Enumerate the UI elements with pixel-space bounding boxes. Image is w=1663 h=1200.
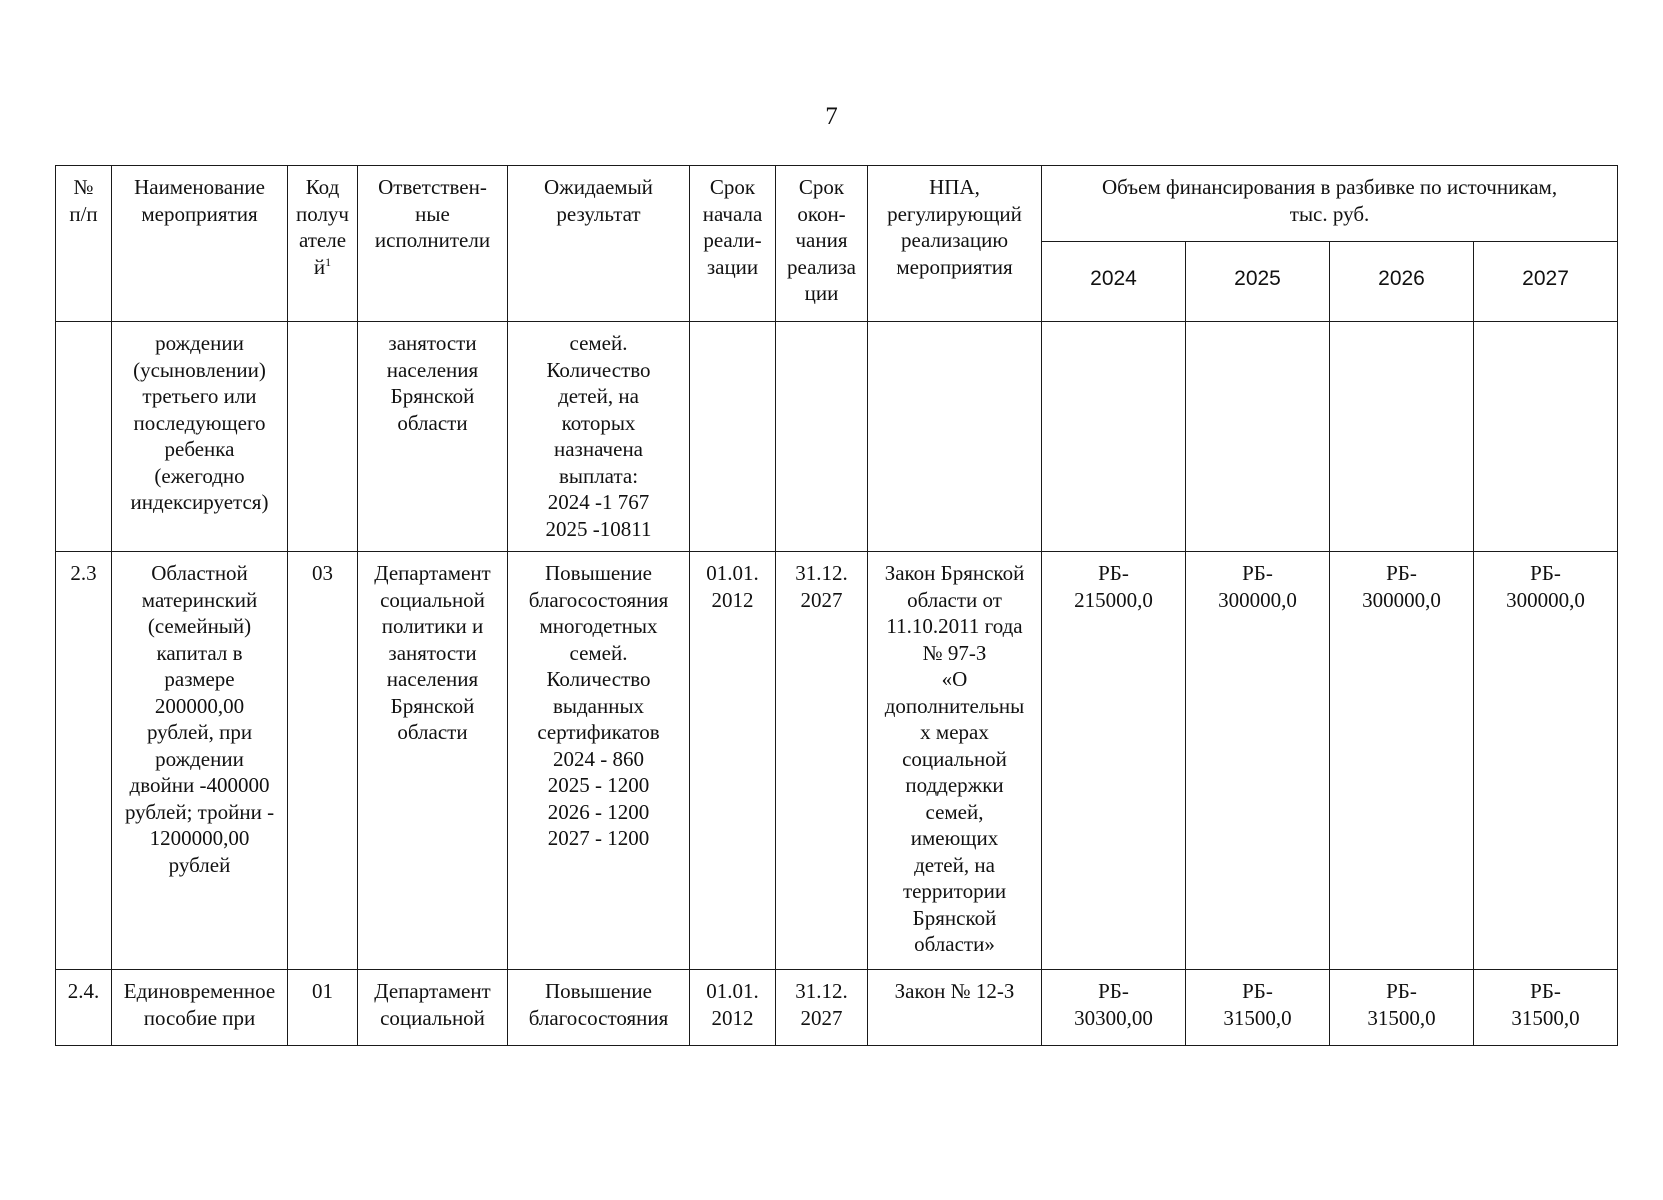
header-npa: НПА, регулирующий реализацию мероприятия [868, 166, 1042, 322]
cell-code: 03 [288, 552, 358, 970]
header-code [288, 166, 358, 322]
header-year-2027: 2027 [1474, 242, 1618, 322]
cell-npa: Закон № 12-З [868, 970, 1042, 1046]
cell-responsible: занятости населения Брянской области [358, 322, 508, 552]
cell-2025 [1186, 322, 1330, 552]
cell-2026: РБ- 31500,0 [1330, 970, 1474, 1046]
cell-result: Повышение благосостояния многодетных семей. Количество выданных сертификатов 2024 - 860 2025 - 1200 2026 - 1200 2027 - 1200 [508, 552, 690, 970]
activities-table [55, 165, 1618, 1046]
cell-2025: РБ- 300000,0 [1186, 552, 1330, 970]
cell-code [288, 322, 358, 552]
cell-num: 2.3 [56, 552, 112, 970]
header-year-2024: 2024 [1042, 242, 1186, 322]
header-funding: Объем финансирования в разбивке по источникам, тыс. руб. [1042, 166, 1618, 242]
cell-2027: РБ- 31500,0 [1474, 970, 1618, 1046]
header-start: Срок начала реали- зации [690, 166, 776, 322]
cell-2027 [1474, 322, 1618, 552]
cell-responsible: Департамент социальной [358, 970, 508, 1046]
cell-code: 01 [288, 970, 358, 1046]
cell-2026 [1330, 322, 1474, 552]
cell-responsible: Департамент социальной политики и занятости населения Брянской области [358, 552, 508, 970]
table-row [56, 970, 1618, 1046]
cell-name: Областной материнский (семейный) капитал в размере 200000,00 рублей, при рождении двойни -400000 рублей; тройни - 1200000,00 рублей [112, 552, 288, 970]
table-header [56, 166, 1618, 322]
cell-2027: РБ- 300000,0 [1474, 552, 1618, 970]
cell-2024: РБ- 215000,0 [1042, 552, 1186, 970]
table-row [56, 322, 1618, 552]
header-year-2025: 2025 [1186, 242, 1330, 322]
table-body [56, 322, 1618, 1046]
cell-npa [868, 322, 1042, 552]
cell-start: 01.01. 2012 [690, 970, 776, 1046]
cell-2025: РБ- 31500,0 [1186, 970, 1330, 1046]
cell-num: 2.4. [56, 970, 112, 1046]
header-year-2026: 2026 [1330, 242, 1474, 322]
cell-2026: РБ- 300000,0 [1330, 552, 1474, 970]
cell-npa: Закон Брянской области от 11.10.2011 года № 97-З «О дополнительны х мерах социальной поддержки семей, имеющих детей, на территории Брянской области» [868, 552, 1042, 970]
cell-start [690, 322, 776, 552]
header-num: № п/п [56, 166, 112, 322]
header-end: Срок окон- чания реализа ции [776, 166, 868, 322]
cell-name: Единовременное пособие при [112, 970, 288, 1046]
header-responsible: Ответствен- ные исполнители [358, 166, 508, 322]
cell-end: 31.12. 2027 [776, 552, 868, 970]
cell-result: Повышение благосостояния [508, 970, 690, 1046]
cell-2024: РБ- 30300,00 [1042, 970, 1186, 1046]
page-number: 7 [825, 103, 838, 130]
cell-num [56, 322, 112, 552]
table-row [56, 552, 1618, 970]
header-code-text: Код получ ателе й [295, 175, 349, 279]
cell-start: 01.01. 2012 [690, 552, 776, 970]
cell-2024 [1042, 322, 1186, 552]
footnote-marker: 1 [325, 254, 332, 269]
cell-name: рождении (усыновлении) третьего или последующего ребенка (ежегодно индексируется) [112, 322, 288, 552]
header-name: Наименование мероприятия [112, 166, 288, 322]
header-result: Ожидаемый результат [508, 166, 690, 322]
cell-end: 31.12. 2027 [776, 970, 868, 1046]
cell-end [776, 322, 868, 552]
cell-result: семей. Количество детей, на которых назначена выплата: 2024 -1 767 2025 -10811 [508, 322, 690, 552]
